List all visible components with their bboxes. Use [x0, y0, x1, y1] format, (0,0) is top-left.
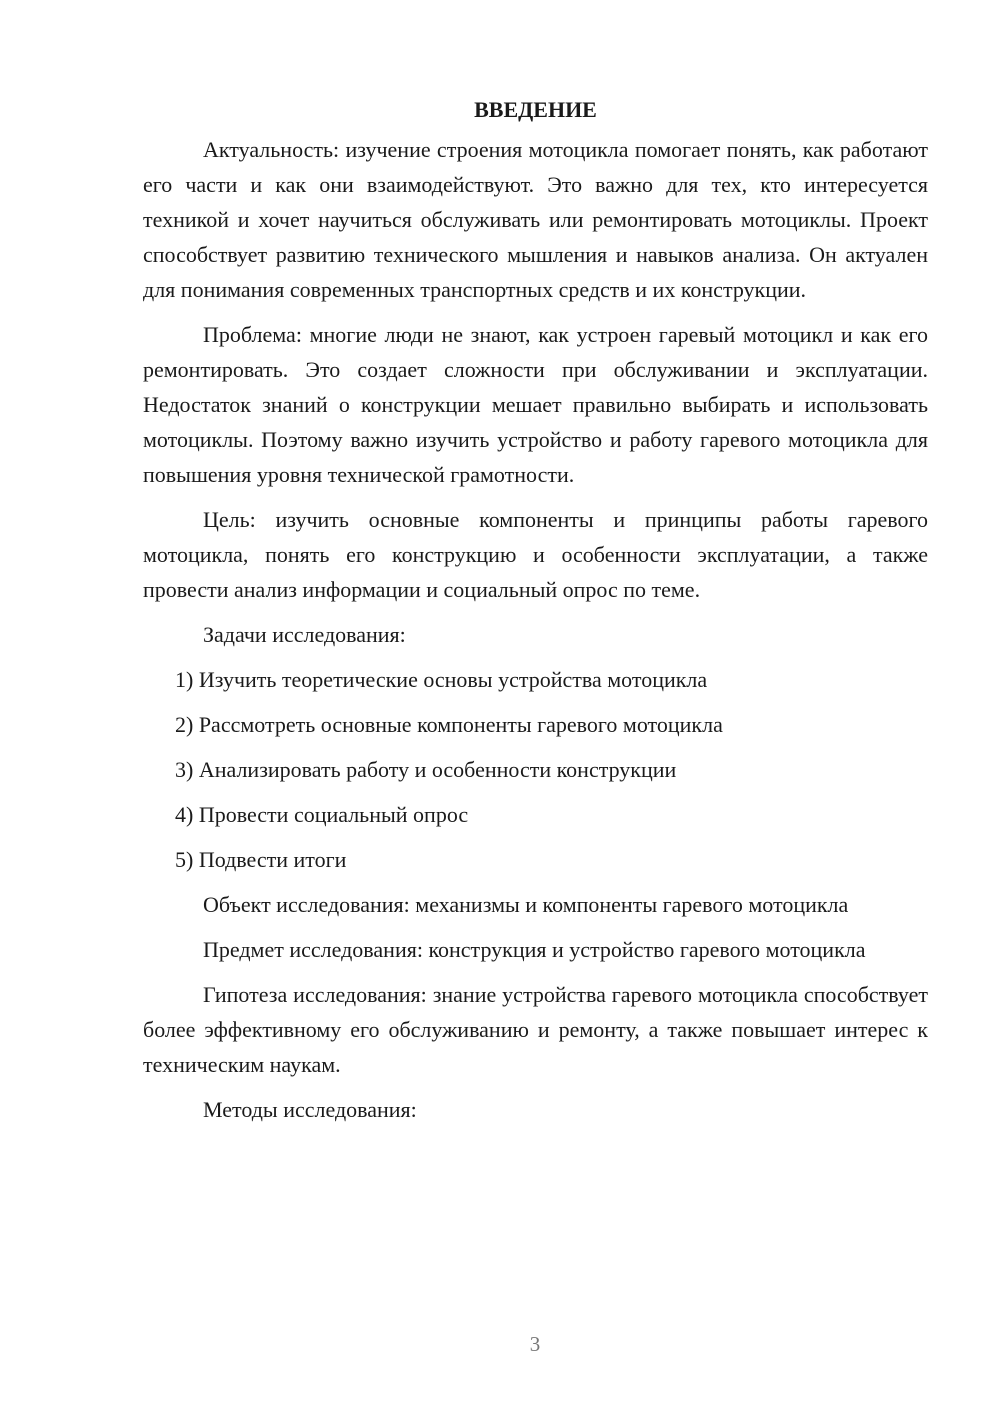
methods-heading: Методы исследования:	[203, 1097, 417, 1122]
page-number: 3	[529, 1332, 541, 1356]
document-page	[143, 90, 928, 1137]
tasks-heading: Задачи исследования:	[203, 622, 406, 647]
section-title: ВВЕДЕНИЕ	[474, 97, 597, 122]
object-paragraph: Объект исследования: механизмы и компоненты гаревого мотоцикла	[203, 892, 849, 917]
subject-paragraph: Предмет исследования: конструкция и устройство гаревого мотоцикла	[203, 937, 866, 962]
relevance-paragraph: Актуальность: изучение строения мотоцикла помогает понять, как работают его части и как они взаимодействуют. Это важно для тех, кто интересуется техникой и хочет научиться обслуживать или ремонтировать мотоциклы. Проект способствует развитию технического мышления и навыков анализа. Он актуален для понимания современных транспортных средств и их конструкции.	[143, 137, 928, 302]
problem-paragraph: Проблема: многие люди не знают, как устроен гаревый мотоцикл и как его ремонтировать. Это создает сложности при обслуживании и эксплуатации. Недостаток знаний о конструкции мешает правильно выбирать и использовать мотоциклы. Поэтому важно изучить устройство и работу гаревого мотоцикла для повышения уровня технической грамотности.	[143, 322, 928, 487]
task-item: 2) Рассмотреть основные компоненты гаревого мотоцикла	[175, 712, 723, 737]
task-item: 3) Анализировать работу и особенности конструкции	[175, 757, 677, 782]
task-item: 4) Провести социальный опрос	[175, 802, 469, 827]
task-item: 1) Изучить теоретические основы устройства мотоцикла	[175, 667, 708, 692]
goal-paragraph: Цель: изучить основные компоненты и принципы работы гаревого мотоцикла, понять его конструкцию и особенности эксплуатации, а также провести анализ информации и социальный опрос по теме.	[143, 507, 928, 602]
task-item: 5) Подвести итоги	[175, 847, 347, 872]
hypothesis-paragraph: Гипотеза исследования: знание устройства гаревого мотоцикла способствует более эффективному его обслуживанию и ремонту, а также повышает интерес к техническим наукам.	[143, 982, 928, 1077]
tasks-list	[143, 662, 928, 877]
